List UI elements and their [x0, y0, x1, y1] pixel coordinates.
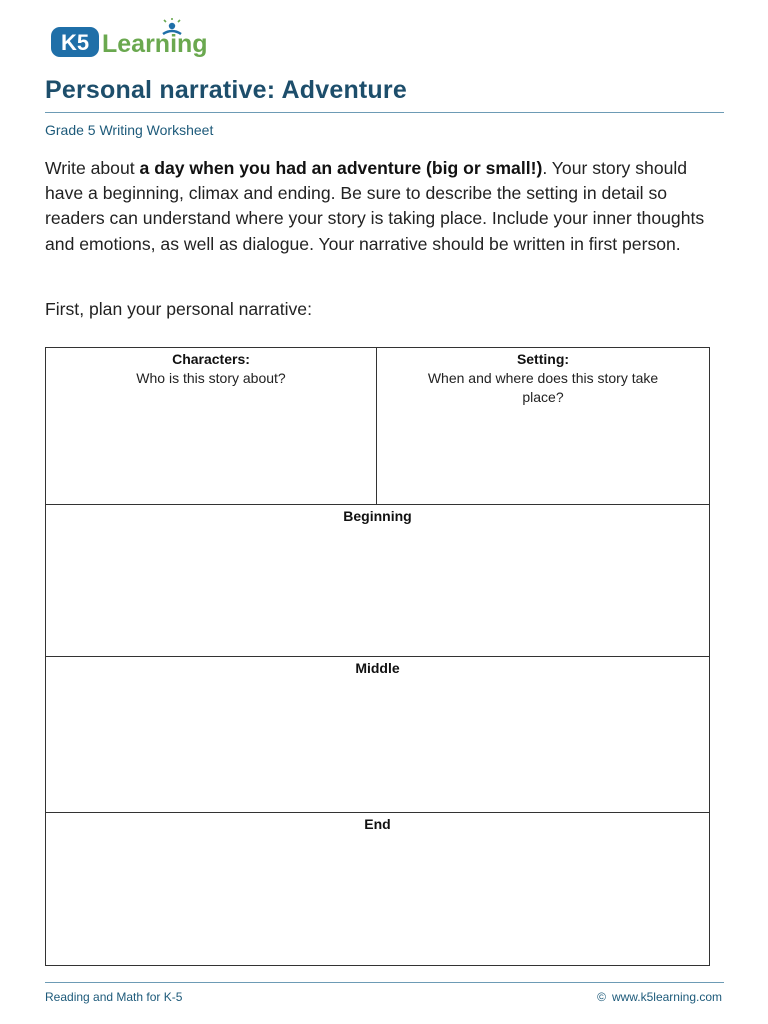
footer-tagline: Reading and Math for K-5 — [45, 990, 183, 1004]
k5-learning-logo — [50, 18, 210, 60]
copyright-symbol: © — [597, 990, 606, 1004]
svg-text:K5: K5 — [60, 30, 90, 55]
plan-prompt: First, plan your personal narrative: — [45, 299, 312, 319]
characters-prompt: Who is this story about? — [136, 370, 286, 386]
worksheet-subtitle: Grade 5 Writing Worksheet — [45, 122, 214, 138]
end-heading: End — [364, 816, 391, 832]
characters-box[interactable] — [46, 348, 377, 505]
footer-divider — [45, 982, 724, 983]
title-divider — [45, 112, 724, 113]
website-link[interactable]: www.k5learning.com — [611, 990, 722, 1004]
setting-heading: Setting: — [516, 351, 570, 367]
svg-text:Learning: Learning — [102, 30, 208, 58]
footer-website[interactable] — [597, 990, 722, 1004]
setting-box[interactable] — [377, 348, 709, 505]
page-title: Personal narrative: Adventure — [45, 76, 407, 104]
characters-heading: Characters: — [172, 351, 250, 367]
end-box[interactable] — [46, 813, 709, 965]
beginning-box[interactable] — [46, 505, 709, 657]
middle-heading: Middle — [355, 660, 400, 676]
instructions-text-rest: . Your story should have a beginning, climax and ending. Be sure to describe the setting in detail so readers can understand where your story is taking place. Include your inner thoughts and emotions, as well as dialogue. Your narrative should be written in first person. — [45, 158, 705, 254]
middle-box[interactable] — [46, 657, 709, 813]
instructions-text-start: Write about — [45, 158, 140, 178]
instructions-paragraph — [45, 156, 725, 257]
beginning-heading: Beginning — [343, 508, 412, 524]
planning-table — [45, 347, 710, 966]
setting-prompt: When and where does this story take place? — [427, 370, 659, 405]
instructions-emphasis: a day when you had an adventure (big or small!) — [139, 158, 543, 178]
